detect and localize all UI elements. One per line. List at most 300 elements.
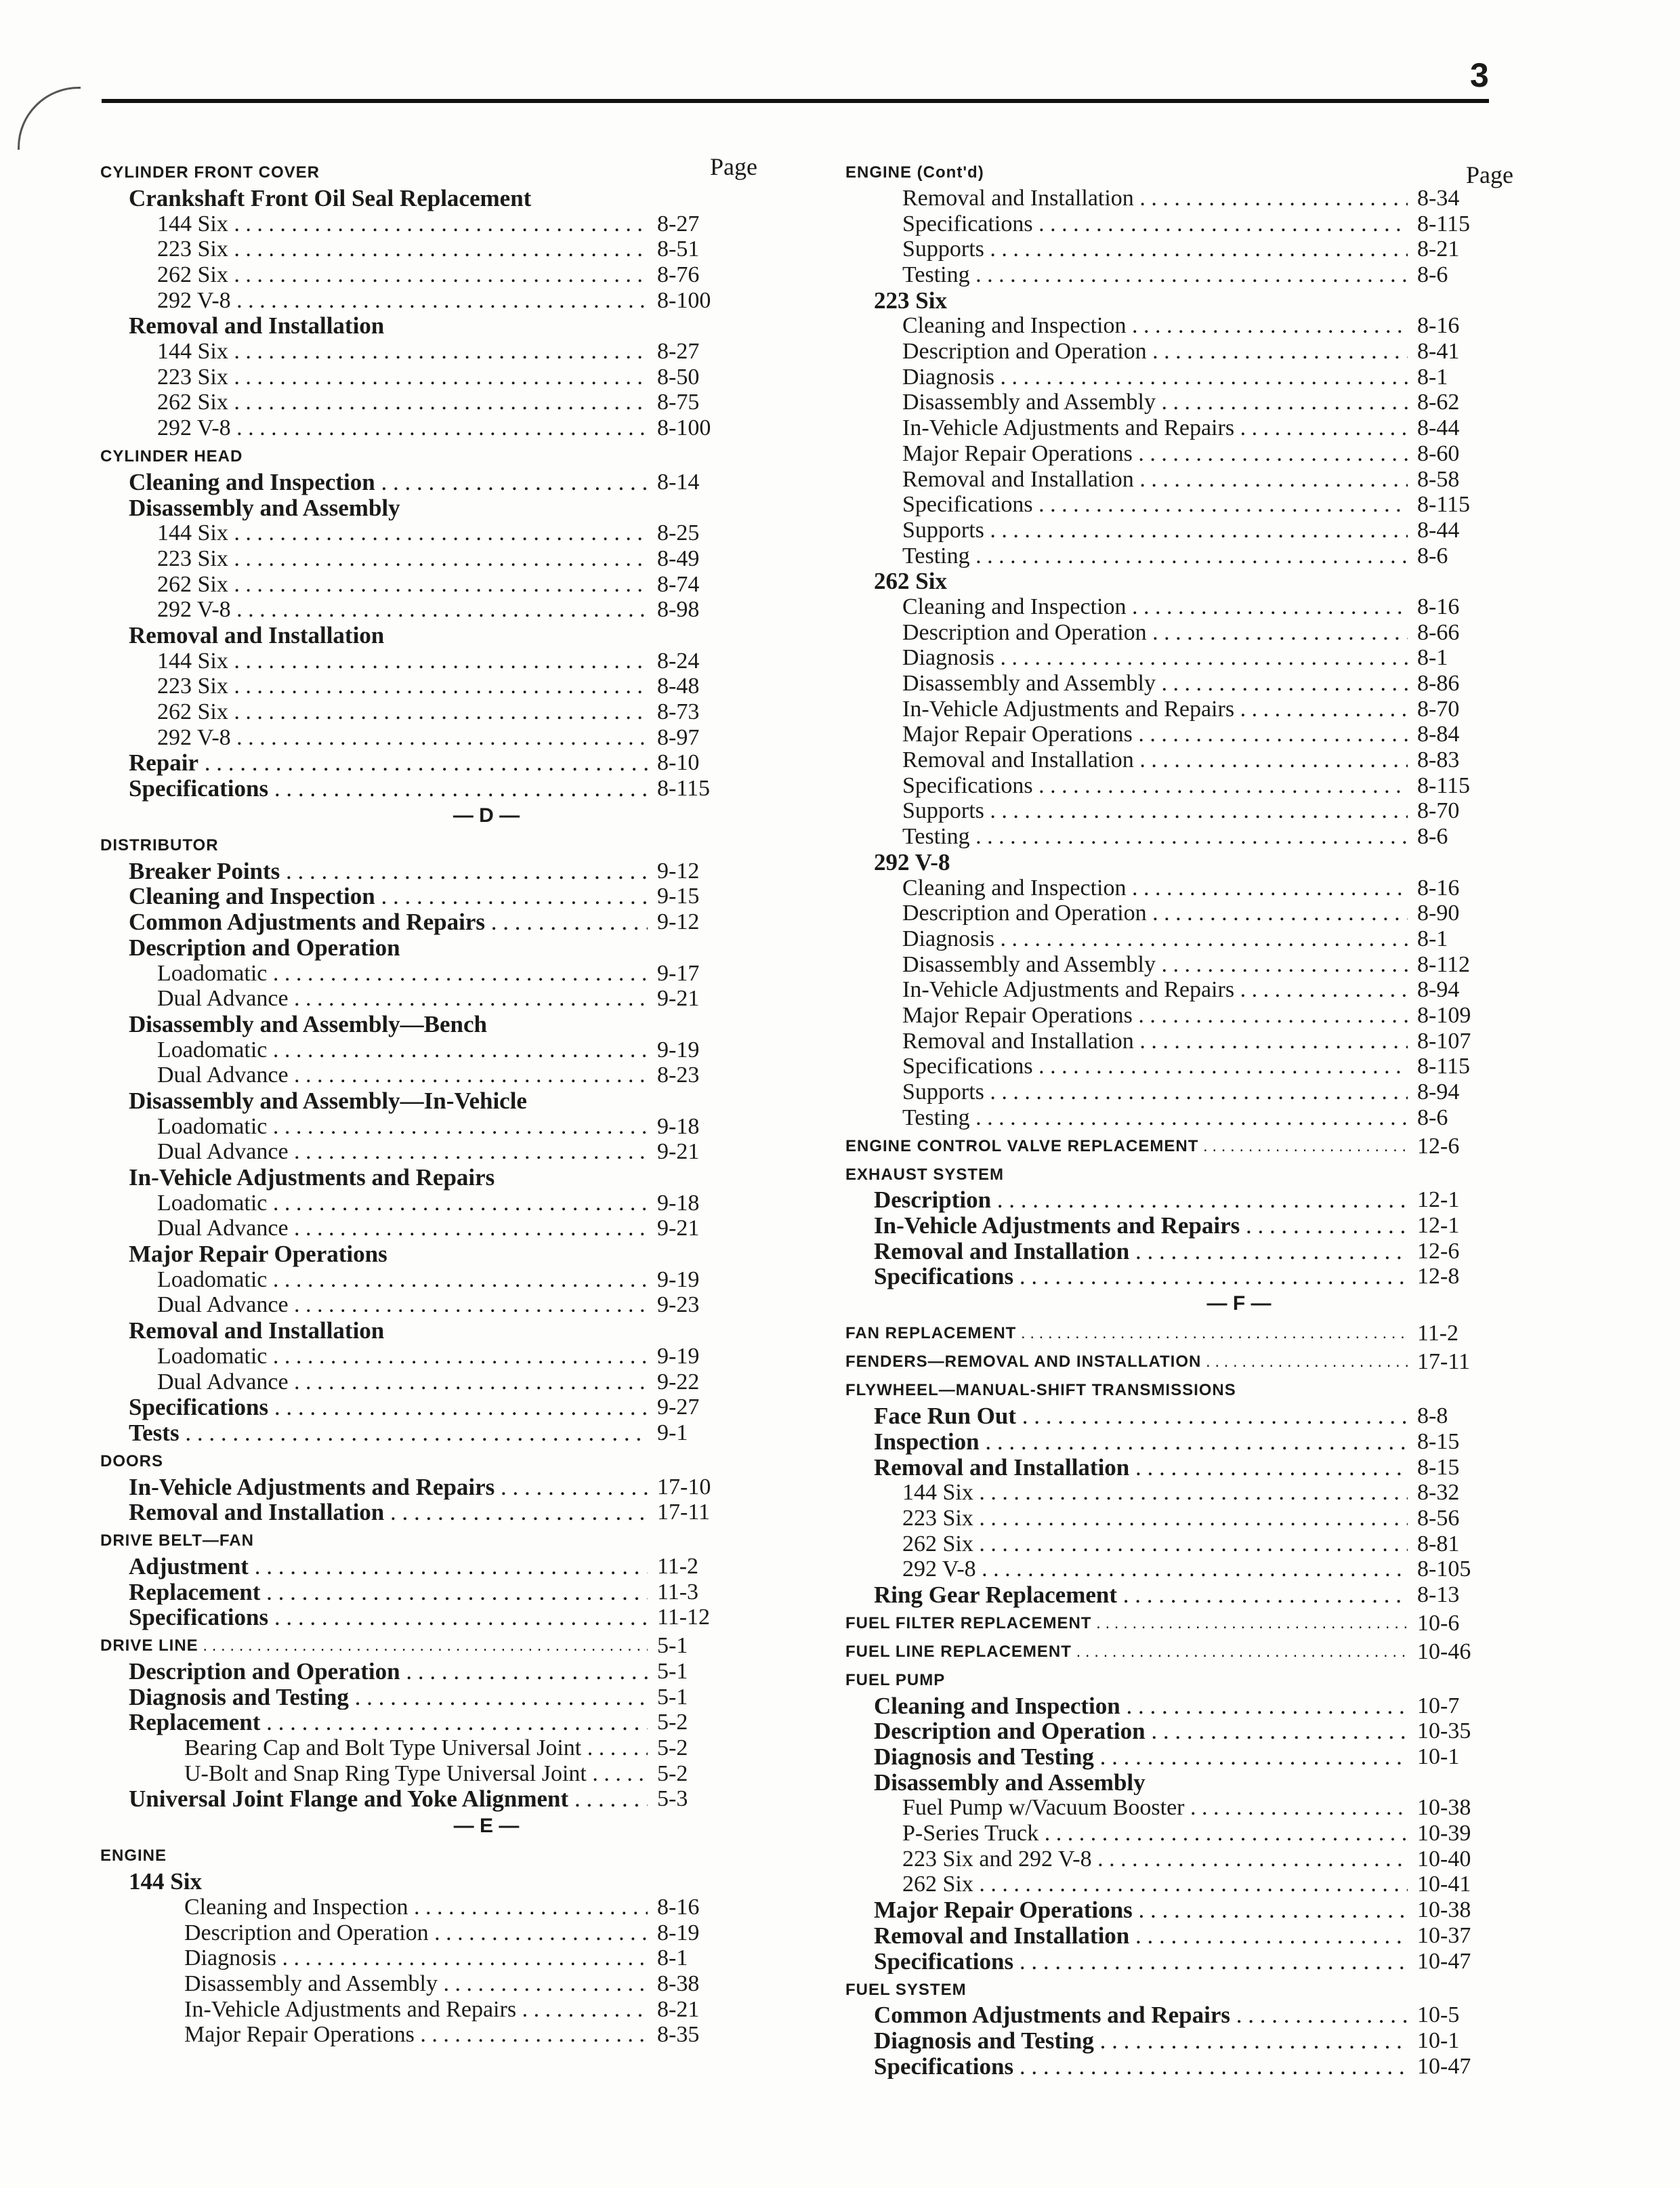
index-entry bbox=[845, 1693, 1524, 1719]
index-entry bbox=[100, 1062, 764, 1088]
entry-label: Supports . . . bbox=[845, 518, 1408, 543]
index-entry bbox=[845, 722, 1524, 747]
index-entry bbox=[845, 288, 1524, 314]
entry-label: Cleaning and Inspection . . . bbox=[100, 1895, 648, 1920]
index-entry bbox=[100, 1293, 764, 1319]
entry-label: 292 V-8 . . . bbox=[100, 288, 648, 314]
entry-label: Cleaning and Inspection . . . bbox=[845, 594, 1408, 620]
entry-label: Loadomatic . . . bbox=[100, 1191, 648, 1216]
entry-page-ref: 11-2 bbox=[1417, 1321, 1459, 1346]
entry-page-ref: 8-8 bbox=[1417, 1403, 1448, 1429]
entry-label: 292 V-8 . . . bbox=[845, 1556, 1408, 1582]
entry-page-ref: 10-40 bbox=[1417, 1846, 1471, 1872]
entry-label: Common Adjustments and Repairs . . . bbox=[100, 909, 648, 935]
index-entry bbox=[845, 1846, 1524, 1872]
page-number: 3 bbox=[1470, 56, 1489, 94]
index-entry bbox=[845, 467, 1524, 493]
entry-page-ref: 8-38 bbox=[657, 1970, 700, 1996]
entry-page-ref: 10-1 bbox=[1417, 1744, 1460, 1770]
entry-label: Cleaning and Inspection . . . bbox=[100, 470, 648, 495]
entry-label: Diagnosis and Testing . . . bbox=[845, 1744, 1408, 1770]
entry-page-ref: 8-66 bbox=[1417, 619, 1460, 645]
entry-page-ref: 9-21 bbox=[657, 1139, 700, 1165]
index-entry bbox=[845, 1556, 1524, 1582]
index-entry bbox=[845, 1480, 1524, 1506]
index-entries-right bbox=[845, 154, 1524, 2079]
entry-label: Diagnosis and Testing . . . bbox=[100, 1685, 648, 1710]
entry-label: Specifications . . . bbox=[100, 1605, 648, 1630]
entry-label: In-Vehicle Adjustments and Repairs . . . bbox=[845, 415, 1408, 441]
index-entry bbox=[845, 671, 1524, 697]
entry-page-ref: 11-2 bbox=[657, 1553, 699, 1579]
index-entry bbox=[845, 1770, 1524, 1796]
entry-page-ref: 8-100 bbox=[657, 287, 711, 313]
entry-label: 262 Six . . . bbox=[845, 1531, 1408, 1557]
entry-label: 223 Six . . . bbox=[100, 236, 648, 262]
index-entry bbox=[100, 1997, 764, 2023]
entry-page-ref: 8-56 bbox=[1417, 1505, 1460, 1531]
index-entry bbox=[845, 2054, 1524, 2080]
section-letter-divider: — E — bbox=[453, 1815, 520, 1838]
index-entries-left bbox=[100, 154, 764, 2048]
index-entry bbox=[100, 1971, 764, 1997]
entry-page-ref: 8-50 bbox=[657, 364, 700, 390]
entry-label: 223 Six . . . bbox=[845, 1506, 1408, 1531]
entry-label: Specifications . . . bbox=[845, 492, 1408, 518]
entry-page-ref: 10-46 bbox=[1417, 1638, 1471, 1664]
index-entry bbox=[100, 648, 764, 674]
entry-label: 144 Six . . . bbox=[100, 211, 648, 237]
index-entry bbox=[845, 518, 1524, 543]
entry-page-ref: 10-41 bbox=[1417, 1872, 1471, 1897]
index-entry bbox=[100, 674, 764, 699]
entry-label: In-Vehicle Adjustments and Repairs . . . bbox=[100, 1474, 648, 1500]
entry-page-ref: 9-21 bbox=[657, 1216, 700, 1241]
index-entry bbox=[845, 799, 1524, 825]
entry-label: Repair . . . bbox=[100, 750, 648, 776]
index-entry bbox=[100, 1267, 764, 1293]
entry-page-ref: 8-98 bbox=[657, 597, 700, 623]
entry-page-ref: 8-94 bbox=[1417, 977, 1460, 1003]
entry-label: Specifications . . . bbox=[845, 1949, 1408, 1975]
entry-label: Supports . . . bbox=[845, 1079, 1408, 1105]
index-entry bbox=[845, 2028, 1524, 2054]
entry-page-ref: 11-3 bbox=[657, 1579, 699, 1605]
index-entry bbox=[100, 470, 764, 495]
entry-label: 223 Six . . . bbox=[100, 674, 648, 699]
index-entry bbox=[100, 1554, 764, 1580]
entry-page-ref: 8-49 bbox=[657, 545, 700, 571]
entry-page-ref: 8-90 bbox=[1417, 901, 1460, 926]
entry-label: Loadomatic . . . bbox=[100, 961, 648, 987]
index-entry bbox=[845, 773, 1524, 799]
entry-label: Removal and Installation bbox=[129, 622, 385, 648]
entry-page-ref: 8-115 bbox=[1417, 772, 1471, 798]
index-entry bbox=[100, 1605, 764, 1630]
entry-label: Removal and Installation . . . bbox=[845, 1029, 1408, 1054]
entry-label: ENGINE CONTROL VALVE REPLACEMENT . . . bbox=[845, 1134, 1408, 1159]
entry-label: Description and Operation . . . bbox=[845, 620, 1408, 646]
index-entry bbox=[845, 365, 1524, 390]
index-entry bbox=[845, 441, 1524, 467]
entry-label: 144 Six . . . bbox=[100, 520, 648, 546]
index-entry bbox=[100, 699, 764, 725]
entry-page-ref: 8-27 bbox=[657, 211, 700, 236]
index-entry bbox=[100, 961, 764, 987]
index-entry bbox=[845, 747, 1524, 773]
index-entry bbox=[100, 572, 764, 598]
entry-label: Diagnosis . . . bbox=[845, 365, 1408, 390]
entry-label: 262 Six . . . bbox=[100, 699, 648, 725]
entry-page-ref: 10-38 bbox=[1417, 1795, 1471, 1821]
index-entry bbox=[845, 1531, 1524, 1557]
entry-page-ref: 9-18 bbox=[657, 1190, 700, 1216]
entry-label: 262 Six . . . bbox=[100, 390, 648, 415]
entry-page-ref: 10-35 bbox=[1417, 1718, 1471, 1744]
index-entry bbox=[100, 1165, 764, 1191]
index-entry bbox=[845, 492, 1524, 518]
index-heading-entry bbox=[100, 830, 764, 859]
entry-page-ref: 8-19 bbox=[657, 1920, 700, 1945]
entry-label: In-Vehicle Adjustments and Repairs . . . bbox=[845, 697, 1408, 722]
entry-page-ref: 8-60 bbox=[1417, 440, 1460, 466]
entry-label: 144 Six . . . bbox=[845, 1480, 1408, 1506]
index-entry bbox=[845, 952, 1524, 978]
entry-label: Major Repair Operations . . . bbox=[845, 722, 1408, 747]
index-column-right bbox=[845, 154, 1524, 2079]
entry-page-ref: 8-100 bbox=[657, 415, 711, 441]
entry-label: Major Repair Operations . . . bbox=[845, 1897, 1408, 1923]
entry-label: Replacement . . . bbox=[100, 1580, 648, 1605]
entry-label: Dual Advance . . . bbox=[100, 1216, 648, 1241]
entry-page-ref: 8-34 bbox=[1417, 185, 1460, 211]
entry-label: Testing . . . bbox=[845, 824, 1408, 850]
entry-page-ref: 10-6 bbox=[1417, 1610, 1460, 1636]
entry-label: 292 V-8 . . . bbox=[100, 415, 648, 441]
entry-label: Testing . . . bbox=[845, 1105, 1408, 1131]
index-entry bbox=[845, 569, 1524, 594]
entry-page-ref: 8-24 bbox=[657, 648, 700, 674]
index-entry bbox=[100, 211, 764, 237]
index-entry bbox=[845, 1949, 1524, 1975]
entry-page-ref: 8-25 bbox=[657, 520, 700, 546]
entry-page-ref: 8-32 bbox=[1417, 1480, 1460, 1506]
entry-label: Removal and Installation bbox=[129, 1318, 385, 1344]
entry-page-ref: 9-19 bbox=[657, 1266, 700, 1292]
index-heading-entry bbox=[100, 1840, 764, 1869]
entry-page-ref: 8-16 bbox=[657, 1894, 700, 1920]
entry-page-ref: 8-6 bbox=[1417, 262, 1448, 288]
index-heading-entry bbox=[845, 1130, 1524, 1159]
entry-label: Specifications . . . bbox=[100, 1395, 648, 1420]
entry-label: Removal and Installation . . . bbox=[845, 186, 1408, 211]
section-letter-divider: — D — bbox=[453, 804, 520, 827]
index-column-left bbox=[100, 154, 764, 2048]
index-entry bbox=[100, 1659, 764, 1685]
entry-page-ref: 8-107 bbox=[1417, 1028, 1471, 1054]
entry-label: Specifications . . . bbox=[845, 1054, 1408, 1079]
entry-page-ref: 9-18 bbox=[657, 1113, 700, 1139]
index-heading-entry bbox=[845, 1346, 1524, 1375]
entry-page-ref: 8-105 bbox=[1417, 1556, 1471, 1582]
entry-page-ref: 5-3 bbox=[657, 1786, 688, 1812]
entry-page-ref: 9-21 bbox=[657, 986, 700, 1012]
index-entry bbox=[845, 645, 1524, 671]
entry-page-ref: 10-39 bbox=[1417, 1821, 1471, 1846]
index-entry bbox=[100, 1895, 764, 1920]
entry-page-ref: 8-27 bbox=[657, 339, 700, 365]
entry-page-ref: 8-86 bbox=[1417, 671, 1460, 697]
index-entry bbox=[100, 1037, 764, 1063]
index-entry bbox=[100, 750, 764, 776]
index-entry bbox=[100, 546, 764, 572]
entry-label: Description and Operation . . . bbox=[100, 1920, 648, 1946]
index-entry bbox=[100, 1216, 764, 1241]
index-entry bbox=[100, 725, 764, 751]
entry-label: Loadomatic . . . bbox=[100, 1267, 648, 1293]
entry-page-ref: 8-97 bbox=[657, 724, 700, 750]
entry-label: Disassembly and Assembly . . . bbox=[845, 390, 1408, 415]
entry-page-ref: 8-83 bbox=[1417, 747, 1460, 773]
entry-label: CYLINDER FRONT COVER bbox=[100, 163, 320, 182]
entry-label: Bearing Cap and Bolt Type Universal Joint . . . bbox=[100, 1735, 648, 1761]
index-entry bbox=[100, 1945, 764, 1971]
entry-label: 223 Six bbox=[874, 287, 947, 314]
index-entry bbox=[100, 1369, 764, 1395]
entry-page-ref: 8-75 bbox=[657, 390, 700, 415]
entry-page-ref: 17-11 bbox=[1417, 1349, 1471, 1375]
entry-page-ref: 8-73 bbox=[657, 699, 700, 725]
index-entry bbox=[100, 1735, 764, 1761]
index-entry bbox=[100, 1012, 764, 1037]
index-entry bbox=[845, 850, 1524, 875]
entry-page-ref: 8-74 bbox=[657, 571, 700, 597]
index-entry bbox=[100, 1139, 764, 1165]
entry-label: FLYWHEEL—MANUAL-SHIFT TRANSMISSIONS bbox=[845, 1381, 1236, 1400]
index-entry bbox=[100, 495, 764, 521]
index-entry bbox=[100, 1318, 764, 1344]
entry-label: Supports . . . bbox=[845, 236, 1408, 262]
entry-label: 144 Six . . . bbox=[100, 648, 648, 674]
entry-label: 292 V-8 . . . bbox=[100, 725, 648, 751]
entry-page-ref: 5-1 bbox=[657, 1659, 688, 1685]
page-column-heading: Page bbox=[710, 153, 757, 180]
entry-page-ref: 9-27 bbox=[657, 1395, 700, 1420]
entry-label: FENDERS—REMOVAL AND INSTALLATION . . . bbox=[845, 1349, 1408, 1375]
entry-page-ref: 8-41 bbox=[1417, 339, 1460, 365]
entry-page-ref: 8-84 bbox=[1417, 722, 1460, 747]
index-entry bbox=[100, 1710, 764, 1735]
entry-label: Loadomatic . . . bbox=[100, 1037, 648, 1063]
entry-page-ref: 8-81 bbox=[1417, 1531, 1460, 1556]
entry-label: Removal and Installation . . . bbox=[100, 1500, 648, 1525]
entry-label: Fuel Pump w/Vacuum Booster . . . bbox=[845, 1795, 1408, 1821]
entry-label: Removal and Installation . . . bbox=[845, 1923, 1408, 1949]
index-heading-entry bbox=[845, 1608, 1524, 1636]
entry-label: Removal and Installation . . . bbox=[845, 747, 1408, 773]
entry-page-ref: 5-1 bbox=[657, 1684, 688, 1710]
entry-label: Breaker Points . . . bbox=[100, 859, 648, 884]
entry-page-ref: 8-94 bbox=[1417, 1079, 1460, 1105]
index-entry bbox=[845, 1821, 1524, 1846]
entry-label: FUEL PUMP bbox=[845, 1670, 946, 1689]
entry-page-ref: 8-115 bbox=[657, 776, 711, 802]
entry-label: 144 Six . . . bbox=[100, 339, 648, 365]
entry-label: Disassembly and Assembly . . . bbox=[100, 1971, 648, 1997]
index-entry bbox=[845, 390, 1524, 416]
entry-label: In-Vehicle Adjustments and Repairs bbox=[129, 1165, 495, 1191]
entry-label: Testing . . . bbox=[845, 262, 1408, 288]
index-entry bbox=[100, 1114, 764, 1140]
index-entry bbox=[100, 1088, 764, 1114]
entry-page-ref: 8-6 bbox=[1417, 1105, 1448, 1130]
entry-label: Supports . . . bbox=[845, 798, 1408, 824]
entry-page-ref: 8-15 bbox=[1417, 1428, 1460, 1454]
index-entry bbox=[845, 1264, 1524, 1290]
entry-page-ref: 8-13 bbox=[1417, 1582, 1460, 1607]
entry-label: 262 Six bbox=[874, 569, 947, 594]
index-entry bbox=[845, 1029, 1524, 1054]
entry-label: 292 V-8 bbox=[874, 849, 950, 875]
index-entry bbox=[100, 1580, 764, 1605]
entry-page-ref: 9-12 bbox=[657, 909, 700, 935]
entry-page-ref: 9-19 bbox=[657, 1343, 700, 1369]
entry-label: U-Bolt and Snap Ring Type Universal Joint . . . bbox=[100, 1761, 648, 1787]
entry-page-ref: 12-1 bbox=[1417, 1213, 1460, 1239]
entry-label: Specifications . . . bbox=[845, 211, 1408, 237]
index-heading-entry bbox=[100, 157, 764, 186]
entry-label: In-Vehicle Adjustments and Repairs . . . bbox=[100, 1997, 648, 2023]
index-entry bbox=[845, 1429, 1524, 1455]
index-entry bbox=[845, 1239, 1524, 1264]
index-entry bbox=[845, 186, 1524, 211]
entry-page-ref: 10-5 bbox=[1417, 2002, 1460, 2028]
entry-page-ref: 5-2 bbox=[657, 1735, 688, 1761]
index-entry bbox=[100, 1474, 764, 1500]
entry-page-ref: 8-112 bbox=[1417, 951, 1471, 977]
entry-page-ref: 12-8 bbox=[1417, 1264, 1460, 1289]
index-entry bbox=[845, 697, 1524, 722]
index-entry bbox=[845, 1582, 1524, 1608]
index-entry bbox=[845, 543, 1524, 569]
entry-label: Dual Advance . . . bbox=[100, 1292, 648, 1318]
index-entry bbox=[100, 339, 764, 365]
entry-page-ref: 8-21 bbox=[1417, 236, 1460, 262]
entry-page-ref: 8-16 bbox=[1417, 875, 1460, 901]
entry-label: 223 Six . . . bbox=[100, 365, 648, 390]
entry-page-ref: 8-6 bbox=[1417, 824, 1448, 850]
index-entry bbox=[845, 211, 1524, 237]
entry-label: Major Repair Operations bbox=[129, 1241, 387, 1267]
entry-label: Removal and Installation . . . bbox=[845, 467, 1408, 493]
entry-label: 262 Six . . . bbox=[845, 1872, 1408, 1897]
entry-page-ref: 5-2 bbox=[657, 1760, 688, 1786]
index-entry bbox=[100, 1500, 764, 1525]
index-entry bbox=[100, 2022, 764, 2048]
entry-page-ref: 12-6 bbox=[1417, 1238, 1460, 1264]
entry-page-ref: 8-16 bbox=[1417, 594, 1460, 619]
index-entry bbox=[845, 1744, 1524, 1770]
index-heading-entry bbox=[845, 1974, 1524, 2002]
entry-page-ref: 8-1 bbox=[1417, 926, 1448, 951]
index-heading-entry bbox=[100, 1446, 764, 1474]
index-entry bbox=[845, 262, 1524, 288]
index-entry bbox=[845, 1054, 1524, 1079]
entry-label: Common Adjustments and Repairs . . . bbox=[845, 2002, 1408, 2028]
entry-page-ref: 8-48 bbox=[657, 674, 700, 699]
entry-page-ref: 10-47 bbox=[1417, 1948, 1471, 1974]
index-entry bbox=[845, 2002, 1524, 2028]
entry-label: Removal and Installation bbox=[129, 313, 385, 339]
index-entry bbox=[100, 1920, 764, 1946]
entry-label: Removal and Installation . . . bbox=[845, 1455, 1408, 1481]
index-heading-entry bbox=[845, 1375, 1524, 1403]
index-entry bbox=[845, 1506, 1524, 1531]
index-entry bbox=[845, 926, 1524, 952]
entry-label: Cleaning and Inspection . . . bbox=[845, 875, 1408, 901]
index-entry bbox=[845, 1003, 1524, 1029]
entry-label: FUEL SYSTEM bbox=[845, 1980, 967, 1999]
entry-label: 262 Six . . . bbox=[100, 572, 648, 598]
index-heading-entry bbox=[100, 1630, 764, 1659]
entry-label: Diagnosis . . . bbox=[100, 1945, 648, 1971]
index-entry bbox=[100, 186, 764, 211]
index-entry bbox=[845, 875, 1524, 901]
index-entry bbox=[845, 1872, 1524, 1898]
entry-page-ref: 11-12 bbox=[657, 1605, 711, 1630]
entry-label: Major Repair Operations . . . bbox=[845, 441, 1408, 467]
entry-page-ref: 8-14 bbox=[657, 469, 700, 495]
index-entry bbox=[100, 884, 764, 910]
index-entry bbox=[845, 1897, 1524, 1923]
entry-label: Cleaning and Inspection . . . bbox=[845, 313, 1408, 339]
entry-page-ref: 10-7 bbox=[1417, 1693, 1460, 1718]
entry-label: Specifications . . . bbox=[845, 2054, 1408, 2080]
entry-label: Diagnosis . . . bbox=[845, 926, 1408, 952]
entry-label: Cleaning and Inspection . . . bbox=[845, 1693, 1408, 1719]
entry-label: Disassembly and Assembly . . . bbox=[845, 671, 1408, 697]
index-entry bbox=[845, 1213, 1524, 1239]
entry-page-ref: 8-35 bbox=[657, 2022, 700, 2048]
entry-label: Loadomatic . . . bbox=[100, 1114, 648, 1140]
entry-label: Diagnosis and Testing . . . bbox=[845, 2028, 1408, 2054]
entry-label: 262 Six . . . bbox=[100, 262, 648, 288]
index-entry bbox=[100, 1395, 764, 1420]
entry-page-ref: 9-12 bbox=[657, 858, 700, 884]
index-entry bbox=[845, 1079, 1524, 1105]
entry-label: Description and Operation . . . bbox=[845, 901, 1408, 926]
index-heading-entry bbox=[845, 1318, 1524, 1346]
entry-label: Description . . . bbox=[845, 1187, 1408, 1213]
entry-page-ref: 9-17 bbox=[657, 960, 700, 986]
entry-label: 223 Six and 292 V-8 . . . bbox=[845, 1846, 1408, 1872]
entry-label: In-Vehicle Adjustments and Repairs . . . bbox=[845, 1213, 1408, 1239]
index-entry bbox=[100, 520, 764, 546]
index-heading-entry bbox=[100, 441, 764, 470]
entry-label: Specifications . . . bbox=[845, 773, 1408, 799]
index-heading-entry bbox=[845, 157, 1524, 186]
index-entry bbox=[845, 415, 1524, 441]
entry-page-ref: 9-19 bbox=[657, 1037, 700, 1062]
index-entry bbox=[100, 776, 764, 802]
entry-page-ref: 10-38 bbox=[1417, 1897, 1471, 1923]
entry-page-ref: 8-21 bbox=[657, 1996, 700, 2022]
entry-page-ref: 8-44 bbox=[1417, 415, 1460, 441]
entry-label: Cleaning and Inspection . . . bbox=[100, 884, 648, 909]
entry-label: Dual Advance . . . bbox=[100, 1062, 648, 1088]
entry-page-ref: 9-23 bbox=[657, 1292, 700, 1318]
entry-page-ref: 8-70 bbox=[1417, 696, 1460, 722]
